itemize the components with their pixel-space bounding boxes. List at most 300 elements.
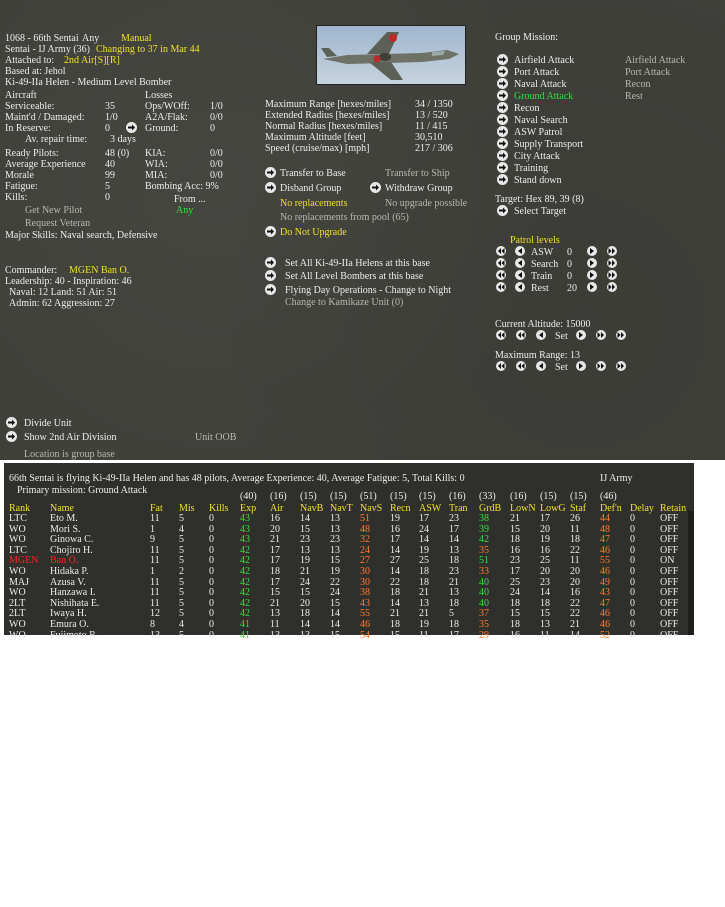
roster-cell: 25 bbox=[419, 555, 429, 567]
roster-cell: 26 bbox=[570, 513, 580, 524]
mission-arrow-icon[interactable] bbox=[497, 66, 508, 77]
roster-header[interactable]: Delay bbox=[630, 503, 654, 514]
patrol-decrease-fast-icon[interactable] bbox=[496, 258, 506, 268]
roster-average: (15) bbox=[330, 491, 347, 502]
roster-header[interactable]: Staf bbox=[570, 503, 587, 514]
set-bombers-arrow-icon[interactable] bbox=[265, 270, 276, 281]
roster-average: (33) bbox=[479, 491, 496, 502]
roster-cell: 49 bbox=[600, 576, 610, 588]
roster-header[interactable]: Recn bbox=[390, 503, 411, 514]
roster-cell[interactable]: WO bbox=[9, 587, 26, 599]
roster-average: (15) bbox=[300, 491, 317, 502]
roster-cell: 42 bbox=[240, 608, 250, 620]
roster-cell[interactable]: WO bbox=[9, 619, 26, 630]
do-not-upgrade-button[interactable]: Do Not Upgrade bbox=[280, 227, 347, 238]
mission-item[interactable]: Naval Attack bbox=[514, 79, 567, 90]
roster-cell: 38 bbox=[479, 513, 489, 524]
roster-cell: 15 bbox=[300, 523, 310, 535]
patrol-decrease-icon[interactable] bbox=[515, 258, 525, 268]
roster-cell[interactable]: WO bbox=[9, 566, 26, 577]
roster-cell: 35 bbox=[479, 544, 489, 556]
patrol-decrease-fast-icon[interactable] bbox=[496, 282, 506, 292]
roster-cell: 16 bbox=[270, 513, 280, 524]
mission-item[interactable]: Stand down bbox=[514, 175, 562, 186]
roster-cell: 15 bbox=[300, 587, 310, 599]
kia-label: KIA: bbox=[145, 148, 166, 159]
select-target-button[interactable]: Select Target bbox=[514, 206, 566, 217]
patrol-decrease-fast-icon[interactable] bbox=[496, 246, 506, 256]
from-value-link[interactable]: Any bbox=[176, 205, 194, 216]
roster-cell: 0 bbox=[630, 587, 635, 599]
secondary-mission-3[interactable]: Rest bbox=[625, 91, 643, 102]
upgrade-arrow-icon[interactable] bbox=[265, 226, 276, 237]
set-helens-button[interactable]: Set All Ki-49-IIa Helens at this base bbox=[285, 258, 430, 269]
roster-header[interactable]: Exp bbox=[240, 503, 257, 514]
mission-arrow-icon[interactable] bbox=[497, 138, 508, 149]
roster-average: (15) bbox=[540, 491, 557, 502]
roster-cell: 11 bbox=[150, 576, 160, 588]
roster-cell: 18 bbox=[419, 576, 429, 588]
roster-cell: 18 bbox=[570, 534, 580, 546]
altitude-decrease-fast-icon[interactable] bbox=[516, 330, 526, 340]
roster-cell[interactable]: WO bbox=[9, 534, 26, 546]
roster-cell[interactable]: LTC bbox=[9, 513, 27, 524]
roster-summary: 66th Sentai is flying Ki-49-IIa Helen and has 48 pilots, Average Experience: 40, Average Fatigue: 5, Total Kills: 0 bbox=[9, 473, 465, 484]
transfer-base-arrow-icon[interactable] bbox=[265, 167, 276, 178]
mission-item[interactable]: Recon bbox=[514, 103, 540, 114]
range-increase-max-icon[interactable] bbox=[616, 361, 626, 371]
roster-header[interactable]: GrdB bbox=[479, 503, 502, 514]
secondary-mission-2[interactable]: Recon bbox=[625, 79, 651, 90]
based-at: Based at: Jehol bbox=[5, 66, 66, 77]
roster-cell[interactable]: WO bbox=[9, 629, 26, 641]
roster-cell: 19 bbox=[419, 619, 429, 630]
roster-cell: 35 bbox=[479, 619, 489, 630]
roster-cell: 30 bbox=[360, 566, 370, 577]
roster-average: (15) bbox=[419, 491, 436, 502]
roster-cell: 42 bbox=[240, 544, 250, 556]
roster-cell: 46 bbox=[600, 608, 610, 620]
roster-cell: 14 bbox=[390, 544, 400, 556]
roster-cell: 13 bbox=[300, 544, 310, 556]
patrol-increase-fast-icon[interactable] bbox=[607, 282, 617, 292]
roster-cell: 42 bbox=[479, 534, 489, 546]
roster-cell: OFF bbox=[660, 513, 679, 524]
unit-mode-toggle[interactable]: Manual bbox=[121, 33, 152, 44]
roster-header[interactable]: Kills bbox=[209, 503, 229, 514]
roster-cell: 20 bbox=[270, 523, 280, 535]
roster-cell: 0 bbox=[630, 544, 635, 556]
patrol-decrease-fast-icon[interactable] bbox=[496, 270, 506, 280]
roster-cell: 11 bbox=[570, 555, 580, 567]
roster-cell: 42 bbox=[240, 597, 250, 609]
mission-arrow-icon[interactable] bbox=[497, 54, 508, 65]
ext-radius-value: 13 / 520 bbox=[415, 110, 448, 121]
roster-cell: 14 bbox=[419, 534, 429, 546]
roster-cell: 44 bbox=[600, 513, 610, 524]
secondary-mission-1[interactable]: Port Attack bbox=[625, 67, 671, 78]
roster-cell: 15 bbox=[330, 629, 340, 641]
roster-cell: 5 bbox=[179, 555, 184, 567]
roster-cell: 33 bbox=[479, 566, 489, 577]
roster-cell: 4 bbox=[179, 619, 184, 630]
roster-cell: 18 bbox=[270, 566, 280, 577]
pilot-name[interactable]: Eto M. bbox=[50, 513, 78, 524]
roster-cell: 0 bbox=[630, 608, 635, 620]
max-alt-value: 30,510 bbox=[415, 132, 443, 143]
unit-oob-button[interactable]: Unit OOB bbox=[195, 432, 237, 443]
roster-cell: 0 bbox=[630, 629, 635, 641]
avgexp-value: 40 bbox=[105, 159, 115, 170]
roster-cell: 14 bbox=[300, 619, 310, 630]
patrol-increase-icon[interactable] bbox=[587, 282, 597, 292]
roster-cell: 21 bbox=[270, 597, 280, 609]
ground-label: Ground: bbox=[145, 123, 179, 134]
roster-cell: 52 bbox=[600, 629, 610, 641]
patrol-label: Search bbox=[531, 259, 559, 270]
reserve-arrow-icon[interactable] bbox=[126, 122, 137, 133]
roster-cell: 20 bbox=[540, 566, 550, 577]
roster-header[interactable]: Rank bbox=[9, 503, 31, 514]
patrol-increase-fast-icon[interactable] bbox=[607, 258, 617, 268]
roster-average: (15) bbox=[390, 491, 407, 502]
pilot-name[interactable]: Hidaka P. bbox=[50, 566, 89, 577]
mission-item[interactable]: Naval Search bbox=[514, 115, 568, 126]
mission-item[interactable]: Ground Attack bbox=[514, 91, 574, 102]
roster-cell: 43 bbox=[240, 523, 250, 535]
mission-arrow-icon[interactable] bbox=[497, 102, 508, 113]
kills-label: Kills: bbox=[5, 192, 28, 203]
roster-average: (16) bbox=[449, 491, 466, 502]
roster-cell[interactable]: 2LT bbox=[9, 608, 26, 620]
roster-cell: OFF bbox=[660, 587, 679, 599]
pilot-name[interactable]: Ginowa C. bbox=[50, 534, 94, 546]
aircraft-image bbox=[316, 25, 466, 85]
roster-cell: 0 bbox=[209, 555, 214, 567]
roster-cell: 23 bbox=[300, 534, 310, 546]
mission-item[interactable]: Port Attack bbox=[514, 67, 560, 78]
roster-cell: 20 bbox=[540, 523, 550, 535]
roster-cell: 9 bbox=[150, 534, 155, 546]
mission-item[interactable]: ASW Patrol bbox=[514, 127, 563, 138]
mission-arrow-icon[interactable] bbox=[497, 114, 508, 125]
ground-value: 0 bbox=[210, 123, 215, 134]
range-increase-icon[interactable] bbox=[576, 361, 586, 371]
roster-cell: 37 bbox=[479, 608, 489, 620]
disband-arrow-icon[interactable] bbox=[265, 182, 276, 193]
roster-cell: 42 bbox=[240, 566, 250, 577]
roster-cell: 17 bbox=[449, 523, 459, 535]
roster-cell: 32 bbox=[360, 534, 370, 546]
patrol-value: 0 bbox=[567, 259, 572, 270]
altitude-decrease-icon[interactable] bbox=[536, 330, 546, 340]
roster-cell: 11 bbox=[150, 587, 160, 599]
roster-cell: 21 bbox=[390, 608, 400, 620]
roster-cell: 19 bbox=[390, 513, 400, 524]
ext-radius-label: Extended Radius [hexes/miles] bbox=[265, 110, 390, 121]
roster-cell: 40 bbox=[479, 587, 489, 599]
roster-cell: 30 bbox=[360, 576, 370, 588]
pilot-name[interactable]: Mori S. bbox=[50, 523, 81, 535]
roster-cell: 24 bbox=[330, 587, 340, 599]
roster-header[interactable]: Tran bbox=[449, 503, 468, 514]
roster-cell: 42 bbox=[240, 587, 250, 599]
roster-cell: 21 bbox=[419, 608, 429, 620]
divide-unit-button[interactable]: Divide Unit bbox=[24, 418, 72, 429]
roster-cell: 40 bbox=[479, 597, 489, 609]
roster-cell: 11 bbox=[150, 555, 160, 567]
wia-value: 0/0 bbox=[210, 159, 223, 170]
range-decrease-icon[interactable] bbox=[536, 361, 546, 371]
pilot-name[interactable]: Ban O. bbox=[50, 555, 79, 567]
patrol-decrease-icon[interactable] bbox=[515, 246, 525, 256]
roster-cell[interactable]: LTC bbox=[9, 544, 27, 556]
altitude-increase-fast-icon[interactable] bbox=[596, 330, 606, 340]
kamikaze-button[interactable]: Change to Kamikaze Unit (0) bbox=[285, 297, 404, 308]
roster-cell: 13 bbox=[330, 513, 340, 524]
roster-scrollbar[interactable] bbox=[688, 511, 694, 635]
pilot-name[interactable]: Azusa V. bbox=[50, 576, 86, 588]
roster-header[interactable]: LowG bbox=[540, 503, 566, 514]
roster-header[interactable]: Mis bbox=[179, 503, 195, 514]
get-new-pilot-button[interactable]: Get New Pilot bbox=[25, 205, 83, 216]
roster-cell: 0 bbox=[630, 597, 635, 609]
divide-arrow-icon[interactable] bbox=[6, 417, 17, 428]
group-mission-header: Group Mission: bbox=[495, 32, 559, 43]
roster-cell: 0 bbox=[630, 619, 635, 630]
roster-cell: 5 bbox=[179, 513, 184, 524]
roster-header[interactable]: ASW bbox=[419, 503, 442, 514]
roster-cell: OFF bbox=[660, 566, 679, 577]
commander-admin: Admin: 62 Aggression: 27 bbox=[9, 298, 115, 309]
altitude-decrease-max-icon[interactable] bbox=[496, 330, 506, 340]
roster-cell: 14 bbox=[330, 608, 340, 620]
morale-label: Morale bbox=[5, 170, 34, 181]
set-bombers-button[interactable]: Set All Level Bombers at this base bbox=[285, 271, 424, 282]
transfer-ship-button[interactable]: Transfer to Ship bbox=[385, 168, 450, 179]
transfer-base-button[interactable]: Transfer to Base bbox=[280, 168, 346, 179]
roster-cell: 11 bbox=[570, 523, 580, 535]
roster-cell: 21 bbox=[570, 619, 580, 630]
roster-cell: 4 bbox=[179, 523, 184, 535]
pilot-name[interactable]: Hanzawa I. bbox=[50, 587, 96, 599]
current-altitude: Current Altitude: 15000 bbox=[495, 319, 591, 330]
mission-arrow-icon[interactable] bbox=[497, 174, 508, 185]
roster-cell: 5 bbox=[179, 597, 184, 609]
target-info: Target: Hex 89, 39 (8) bbox=[495, 194, 584, 205]
aircraft-type: Ki-49-IIa Helen - Medium Level Bomber bbox=[5, 77, 172, 88]
patrol-increase-icon[interactable] bbox=[587, 258, 597, 268]
mission-arrow-icon[interactable] bbox=[497, 126, 508, 137]
roster-cell: OFF bbox=[660, 523, 679, 535]
flying-day-arrow-icon[interactable] bbox=[265, 284, 276, 295]
roster-cell: 18 bbox=[449, 619, 459, 630]
roster-cell: 0 bbox=[630, 534, 635, 546]
ops-label: Ops/WOff: bbox=[145, 101, 190, 112]
fatigue-value: 5 bbox=[105, 181, 110, 192]
aircraft-header: Aircraft bbox=[5, 90, 37, 101]
roster-cell: 8 bbox=[150, 619, 155, 630]
range-decrease-fast-icon[interactable] bbox=[516, 361, 526, 371]
roster-cell: 22 bbox=[570, 597, 580, 609]
patrol-increase-fast-icon[interactable] bbox=[607, 246, 617, 256]
roster-cell[interactable]: WO bbox=[9, 523, 26, 535]
roster-cell: 54 bbox=[360, 629, 370, 641]
request-veteran-button[interactable]: Request Veteran bbox=[25, 218, 91, 229]
no-pool: No replacements from pool (65) bbox=[280, 212, 409, 223]
roster-cell: 18 bbox=[390, 619, 400, 630]
roster-cell: 14 bbox=[390, 597, 400, 609]
roster-cell: 1 bbox=[150, 566, 155, 577]
roster-cell: 14 bbox=[449, 534, 459, 546]
withdraw-arrow-icon[interactable] bbox=[370, 182, 381, 193]
roster-cell: 18 bbox=[390, 587, 400, 599]
patrol-label: Rest bbox=[531, 283, 549, 294]
roster-header[interactable]: Name bbox=[50, 503, 74, 514]
roster-cell: 43 bbox=[360, 597, 370, 609]
roster-cell: 14 bbox=[570, 629, 580, 641]
roster-cell: 13 bbox=[449, 544, 459, 556]
roster-cell: 55 bbox=[360, 608, 370, 620]
speed-value: 217 / 306 bbox=[415, 143, 453, 154]
patrol-decrease-icon[interactable] bbox=[515, 282, 525, 292]
range-decrease-max-icon[interactable] bbox=[496, 361, 506, 371]
roster-cell: 18 bbox=[510, 619, 520, 630]
roster-cell: 39 bbox=[479, 523, 489, 535]
roster-cell: 11 bbox=[419, 629, 429, 641]
ready-label: Ready Pilots: bbox=[5, 148, 59, 159]
mission-arrow-icon[interactable] bbox=[497, 78, 508, 89]
morale-value: 99 bbox=[105, 170, 115, 181]
max-range-value: 34 / 1350 bbox=[415, 99, 453, 110]
roster-cell: 22 bbox=[390, 576, 400, 588]
secondary-mission-0[interactable]: Airfield Attack bbox=[625, 55, 686, 66]
patrol-value: 0 bbox=[567, 247, 572, 258]
roster-header[interactable]: NavB bbox=[300, 503, 324, 514]
altitude-set-button[interactable]: Set bbox=[555, 331, 568, 342]
roster-cell: 17 bbox=[270, 544, 280, 556]
roster-cell: 15 bbox=[390, 629, 400, 641]
roster-header[interactable]: Fat bbox=[150, 503, 163, 514]
mission-item[interactable]: Training bbox=[514, 163, 549, 174]
pilot-name[interactable]: Nishihata E. bbox=[50, 597, 100, 609]
roster-cell: 42 bbox=[240, 576, 250, 588]
mission-arrow-icon[interactable] bbox=[497, 90, 508, 101]
roster-cell: 13 bbox=[270, 608, 280, 620]
no-upgrade: No upgrade possible bbox=[385, 198, 468, 209]
roster-cell: 20 bbox=[570, 566, 580, 577]
roster-cell: 15 bbox=[330, 597, 340, 609]
set-helens-arrow-icon[interactable] bbox=[265, 257, 276, 268]
patrol-increase-icon[interactable] bbox=[587, 270, 597, 280]
roster-header[interactable]: Retain bbox=[660, 503, 687, 514]
attached-label: Attached to: bbox=[5, 55, 55, 66]
range-increase-fast-icon[interactable] bbox=[596, 361, 606, 371]
roster-header[interactable]: Air bbox=[270, 503, 284, 514]
roster-cell: 11 bbox=[150, 513, 160, 524]
roster-cell: 14 bbox=[300, 513, 310, 524]
mission-arrow-icon[interactable] bbox=[497, 150, 508, 161]
roster-header[interactable]: Def'n bbox=[600, 503, 622, 514]
roster-cell[interactable]: 2LT bbox=[9, 597, 26, 609]
reserve-value: 0 bbox=[105, 123, 110, 134]
roster-cell: 11 bbox=[150, 544, 160, 556]
roster-cell: 19 bbox=[300, 555, 310, 567]
roster-cell: 0 bbox=[209, 513, 214, 524]
roster-cell: 0 bbox=[209, 523, 214, 535]
losses-header: Losses bbox=[145, 90, 173, 101]
roster-cell: OFF bbox=[660, 608, 679, 620]
roster-cell[interactable]: MGEN bbox=[9, 555, 39, 567]
range-set-button[interactable]: Set bbox=[555, 362, 568, 373]
patrol-decrease-icon[interactable] bbox=[515, 270, 525, 280]
from-label: From ... bbox=[174, 194, 206, 205]
show-division-button[interactable]: Show 2nd Air Division bbox=[24, 432, 117, 443]
select-target-arrow-icon[interactable] bbox=[497, 205, 508, 216]
pilot-roster bbox=[4, 463, 694, 641]
roster-average: (15) bbox=[570, 491, 587, 502]
roster-cell: 18 bbox=[540, 597, 550, 609]
pilot-name[interactable]: Fujimoto R. bbox=[50, 629, 99, 641]
roster-cell: 0 bbox=[630, 555, 635, 567]
unit-any-link[interactable]: Any bbox=[82, 33, 100, 44]
repair-value: 3 days bbox=[110, 134, 136, 145]
roster-cell: 18 bbox=[419, 566, 429, 577]
roster-cell: 5 bbox=[179, 608, 184, 620]
roster-header[interactable]: NavS bbox=[360, 503, 383, 514]
altitude-increase-icon[interactable] bbox=[576, 330, 586, 340]
show-division-arrow-icon[interactable] bbox=[6, 431, 17, 442]
pilot-name[interactable]: Iwaya H. bbox=[50, 608, 87, 620]
roster-cell: 13 bbox=[300, 629, 310, 641]
roster-cell: 47 bbox=[600, 597, 610, 609]
flying-day-button[interactable]: Flying Day Operations - Change to Night bbox=[285, 285, 452, 296]
mission-arrow-icon[interactable] bbox=[497, 162, 508, 173]
roster-cell: 0 bbox=[630, 576, 635, 588]
roster-cell: 17 bbox=[540, 513, 550, 524]
roster-cell: 17 bbox=[270, 576, 280, 588]
withdraw-button[interactable]: Withdraw Group bbox=[385, 183, 453, 194]
roster-cell: 38 bbox=[360, 587, 370, 599]
mission-item[interactable]: Airfield Attack bbox=[514, 55, 575, 66]
disband-button[interactable]: Disband Group bbox=[280, 183, 342, 194]
roster-header[interactable]: LowN bbox=[510, 503, 536, 514]
maintd-value: 1/0 bbox=[105, 112, 118, 123]
mission-item[interactable]: Supply Transport bbox=[514, 139, 584, 150]
pilot-name[interactable]: Emura O. bbox=[50, 619, 89, 630]
roster-cell: 17 bbox=[510, 566, 520, 577]
patrol-increase-icon[interactable] bbox=[587, 246, 597, 256]
mia-value: 0/0 bbox=[210, 170, 223, 181]
roster-cell: 1 bbox=[150, 523, 155, 535]
pilot-name[interactable]: Chojiro H. bbox=[50, 544, 93, 556]
bombing-accuracy: Bombing Acc: 9% bbox=[145, 181, 219, 192]
major-skills: Major Skills: Naval search, Defensive bbox=[5, 230, 158, 241]
roster-cell: 18 bbox=[449, 555, 459, 567]
patrol-value: 0 bbox=[567, 271, 572, 282]
roster-header[interactable]: NavT bbox=[330, 503, 353, 514]
roster-average: (46) bbox=[600, 491, 617, 502]
attached-value[interactable]: 2nd Air[S][R] bbox=[64, 55, 120, 66]
altitude-increase-max-icon[interactable] bbox=[616, 330, 626, 340]
roster-cell[interactable]: MAJ bbox=[9, 576, 30, 588]
commander-name-link[interactable]: MGEN Ban O. bbox=[69, 265, 130, 276]
roster-cell: 0 bbox=[209, 629, 214, 641]
patrol-increase-fast-icon[interactable] bbox=[607, 270, 617, 280]
mission-item[interactable]: City Attack bbox=[514, 151, 560, 162]
no-replacements: No replacements bbox=[280, 198, 348, 209]
roster-cell: 13 bbox=[330, 523, 340, 535]
